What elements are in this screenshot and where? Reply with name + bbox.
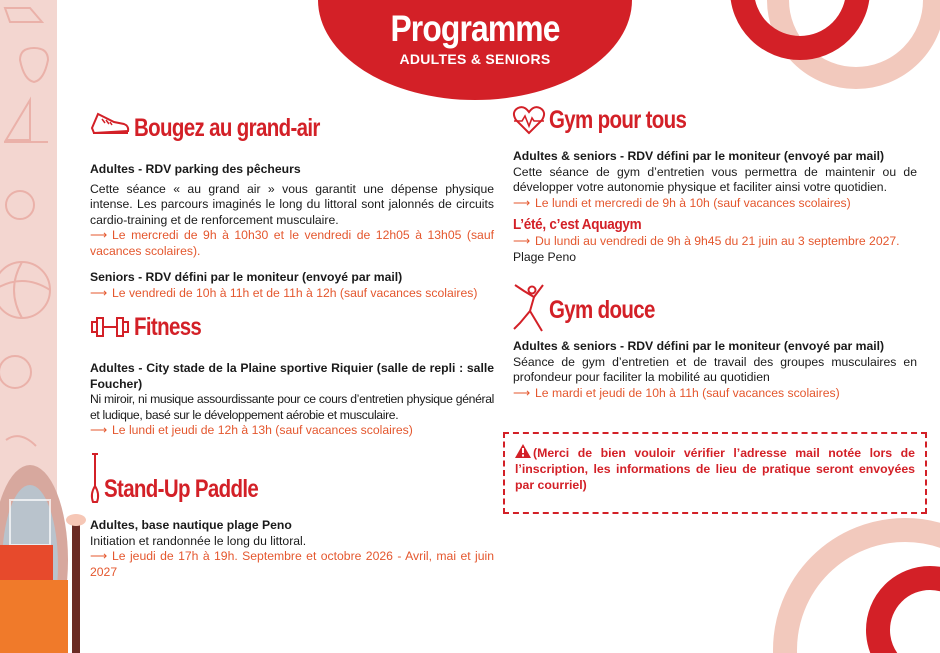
section-title-fitness: Fitness	[134, 313, 202, 341]
gym-schedule: ⟶ Le lundi et mercredi de 9h à 10h (sauf vacances scolaires)	[513, 195, 851, 210]
gym-lead: Adultes & seniors - RDV défini par le moniteur (envoyé par mail)	[513, 149, 885, 163]
gymdouce-text: Séance de gym d’entretien et de travail des groupes musculaires en profondeur pour faciliter la mobilité au quotidien	[513, 354, 917, 385]
paddle-block	[90, 518, 494, 580]
gym-text: Cette séance de gym d’entretien vous permettra de maintenir ou de développer votre autonomie physique et faciliter ainsi votre quotidien.	[513, 164, 917, 195]
section-title-bougez: Bougez au grand-air	[134, 114, 320, 142]
page-title: Programme	[390, 8, 560, 49]
fitness-schedule: ⟶ Le lundi et jeudi de 12h à 13h (sauf vacances scolaires)	[90, 423, 413, 438]
section-title-gym: Gym pour tous	[549, 106, 687, 134]
stretching-figure-icon	[512, 283, 546, 333]
gymdouce-lead: Adultes & seniors - RDV défini par le moniteur (envoyé par mail)	[513, 339, 885, 353]
aquagym-schedule: ⟶ Du lundi au vendredi de 9h à 9h45 du 21 juin au 3 septembre 2027.	[513, 234, 900, 248]
arrow-icon: ⟶	[90, 423, 108, 438]
gymdouce-block	[513, 339, 917, 401]
heart-pulse-icon	[512, 104, 546, 136]
paddle-lead: Adultes, base nautique plage Peno	[90, 518, 292, 532]
bougez-adults-schedule: ⟶ Le mercredi de 9h à 10h30 et le vendredi de 12h05 à 13h05 (sauf vacances scolaires).	[90, 228, 494, 258]
bougez-seniors-lead: Seniors - RDV défini par le moniteur (envoyé par mail)	[90, 270, 403, 284]
paddle-icon	[88, 452, 102, 504]
paddle-text: Initiation et randonnée le long du littoral.	[90, 533, 307, 548]
bougez-adults-text: Cette séance « au grand air » vous garantit une dépense physique intense. Les parcours imaginés le long du littoral sont jalonnés de circuits cardio-training et de renforcement musculaire.	[90, 181, 494, 227]
dumbbell-icon	[90, 314, 130, 340]
notice-text: (Merci de bien vouloir vérifier l’adresse mail notée lors de l’inscription, les informations de lieu de pratique seront envoyées par courriel)	[515, 446, 915, 492]
bougez-adults-block	[90, 162, 494, 260]
paddle-schedule: ⟶ Le jeudi de 17h à 19h. Septembre et octobre 2026 - Avril, mai et juin 2027	[90, 549, 494, 579]
section-title-paddle: Stand-Up Paddle	[104, 475, 259, 503]
aquagym-place: Plage Peno	[513, 249, 577, 264]
arrow-icon: ⟶	[513, 195, 531, 210]
sneaker-icon	[90, 108, 130, 138]
arrow-icon: ⟶	[90, 228, 108, 243]
bougez-adults-lead: Adultes - RDV parking des pêcheurs	[90, 162, 301, 176]
fitness-text: Ni miroir, ni musique assourdissante pour ce cours d’entretien physique général et ludique, basé sur le développement aérobie et musculaire.	[90, 392, 494, 422]
warning-icon	[515, 444, 531, 458]
aquagym-title: L’été, c’est Aquagym	[513, 216, 642, 233]
gymdouce-schedule: ⟶ Le mardi et jeudi de 10h à 11h (sauf vacances scolaires)	[513, 385, 840, 400]
section-title-gymdouce: Gym douce	[549, 296, 655, 324]
arrow-icon: ⟶	[513, 385, 531, 400]
fitness-block	[90, 361, 494, 439]
fitness-lead: Adultes - City stade de la Plaine sportive Riquier (salle de repli : salle Foucher)	[90, 361, 494, 391]
bougez-seniors-schedule: ⟶ Le vendredi de 10h à 11h et de 11h à 12h (sauf vacances scolaires)	[90, 285, 478, 300]
gym-block	[513, 149, 917, 211]
arrow-icon: ⟶	[90, 549, 108, 564]
arrow-icon: ⟶	[90, 285, 108, 300]
page-subtitle: ADULTES & SENIORS	[399, 51, 551, 67]
arrow-icon: ⟶	[513, 234, 531, 248]
bougez-seniors-block	[90, 270, 494, 301]
aquagym-block	[513, 234, 917, 265]
notice-box	[503, 432, 927, 514]
